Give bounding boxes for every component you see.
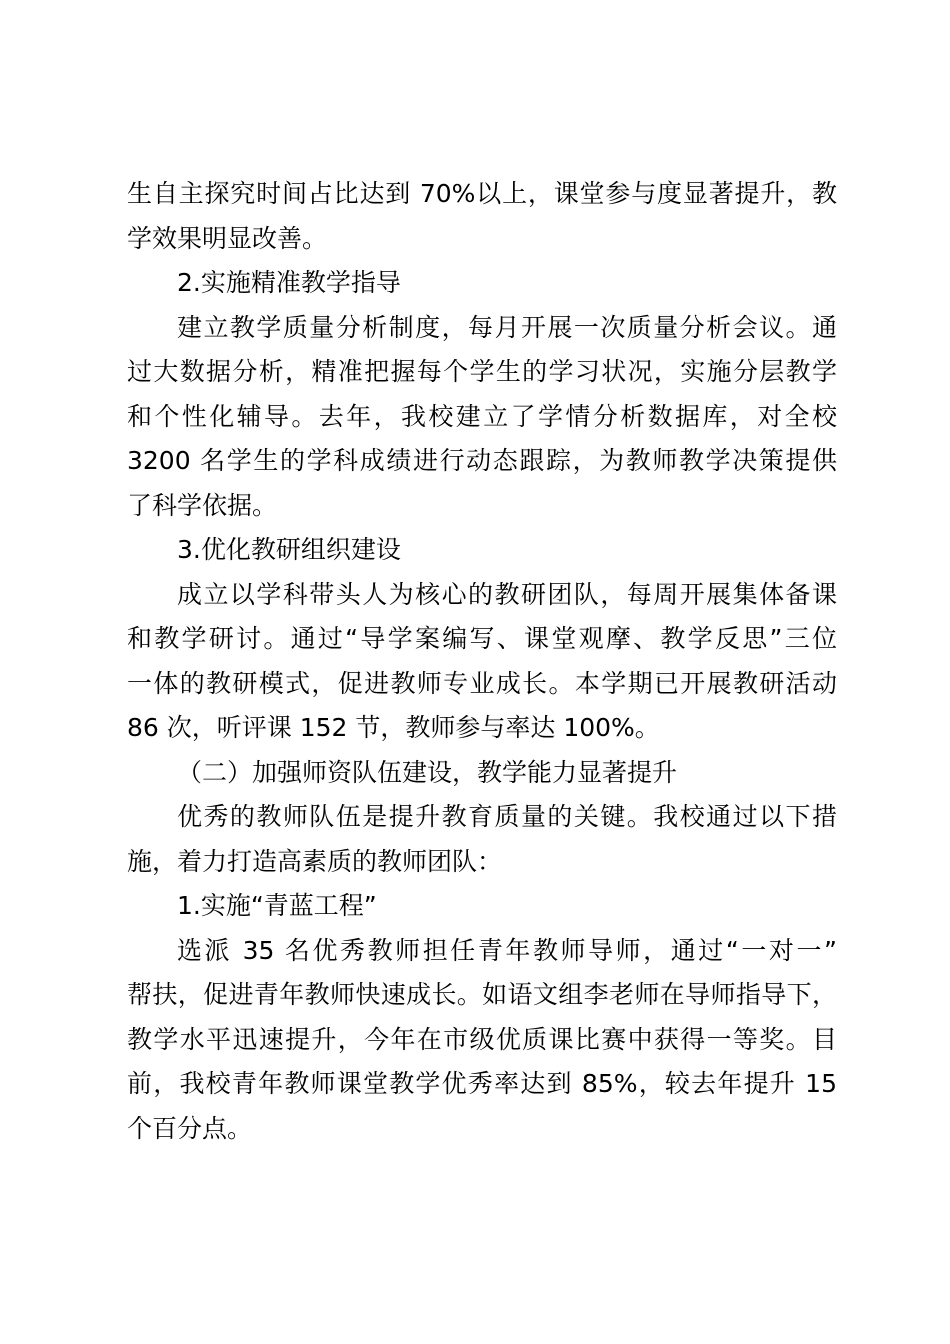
text-line: 选派 35 名优秀教师担任青年教师导师，通过“一对一” (177, 935, 837, 965)
text-line: 帮扶，促进青年教师快速成长。如语文组李老师在导师指导下， (127, 980, 837, 1009)
text-line: 教学水平迅速提升，今年在市级优质课比赛中获得一等奖。目 (127, 1024, 837, 1054)
text-line: 和教学研讨。通过“导学案编写、课堂观摩、教学反思”三位 (127, 624, 837, 653)
section-heading: 2.实施精准教学指导 (177, 268, 401, 297)
text-line: 学效果明显改善。 (127, 223, 328, 253)
text-line: 建立教学质量分析制度，每月开展一次质量分析会议。通 (177, 312, 837, 342)
text-line: 了科学依据。 (127, 490, 278, 520)
text-line: 86 次，听评课 152 节，教师参与率达 100%。 (127, 713, 660, 742)
document-body (127, 172, 837, 1151)
text-line: 优秀的教师队伍是提升教育质量的关键。我校通过以下措 (177, 802, 837, 831)
text-line: 施，着力打造高素质的教师团队： (127, 846, 503, 876)
section-heading: 3.优化教研组织建设 (177, 535, 401, 564)
text-line: 一体的教研模式，促进教师专业成长。本学期已开展教研活动 (127, 668, 837, 698)
text-line: 成立以学科带头人为核心的教研团队，每周开展集体备课 (177, 579, 837, 609)
text-line: 过大数据分析，精准把握每个学生的学习状况，实施分层教学 (127, 357, 837, 386)
text-line: 生自主探究时间占比达到 70%以上，课堂参与度显著提升，教 (127, 179, 837, 208)
section-heading: 1.实施“青蓝工程” (177, 891, 377, 920)
section-heading: （二）加强师资队伍建设，教学能力显著提升 (177, 757, 678, 787)
text-line: 和个性化辅导。去年，我校建立了学情分析数据库，对全校 (127, 401, 837, 431)
text-line: 3200 名学生的学科成绩进行动态跟踪，为教师教学决策提供 (127, 446, 837, 475)
text-line: 前，我校青年教师课堂教学优秀率达到 85%，较去年提升 15 (127, 1069, 837, 1098)
text-line: 个百分点。 (127, 1113, 253, 1143)
